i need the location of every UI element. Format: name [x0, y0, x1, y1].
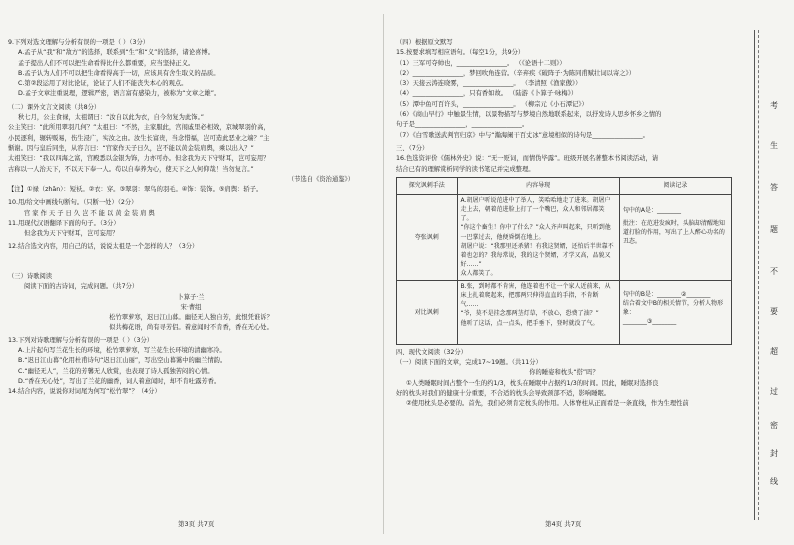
question-16-cont: 结合已有的理解赏析同学的读书笔记并完成整理。 [396, 165, 535, 173]
question-11: 11.用现代汉语翻译下面的句子。（3分） [8, 220, 120, 228]
annotation-note: 【注】①禄（zhān）：短袄。②衣：穿。③翠羽：翠鸟的羽毛。④饰：装饰。⑤肩舆：轿子。 [8, 186, 263, 194]
table-header-row [397, 177, 732, 194]
note-blank: 句中的B是：________②________ [622, 290, 711, 298]
content-paragraph: “你这个畜生！你中了什么？”众人齐声叫起来，只听到他一巴掌过去，他便昏倒在地上。 [460, 224, 611, 241]
margin-char: 超 [770, 347, 778, 356]
fill-item: （3）天接云涛连晓雾，________________。 （李清照《渔家傲》） [396, 80, 582, 88]
margin-char: 要 [770, 307, 778, 316]
question-13: 13.下列对诗歌理解与分析有误的一项是（ ）（3分） [8, 336, 154, 344]
notes-cell [619, 280, 731, 344]
content-cell [457, 280, 619, 344]
table-header: 内容导现 [457, 177, 619, 194]
fill-item: （6）《商山早行》中触景生情，以景物描写与梦境自然地联系起来，以抒发诗人思乡怀乡之情的 [396, 111, 662, 119]
section-heading: 三、（7分） [396, 144, 429, 152]
q9-option-a-cont: 孟子提出人们不可以把生命看得比什么都重要，应当坚持正义。 [18, 59, 195, 67]
margin-char: 封 [770, 449, 778, 458]
question-9: 9.下列对选文理解与分析有误的一项是（ ）（3分） [8, 39, 150, 46]
page-footer-right: 第4页 共7页 [545, 520, 582, 528]
question-15: 15.按要求填写相应语句。（每空1分，共9分） [396, 49, 525, 57]
q9-option-d: D.孟子文章注重说理，逻辑严密，语言富有感染力，被称为“文章之雄”。 [18, 90, 221, 98]
fill-item: （7）《白雪歌送武判官归京》中与“瀚海阑干百丈冰”意境相似的诗句是________________。 [396, 131, 649, 139]
q9-option-c: C.第②段运用了对比论证，论证了人们不能丧失本心的观点。 [18, 80, 188, 88]
table-row [397, 194, 732, 280]
q11-sentence: 但念我为天下守财耳，岂可妄用？ [24, 230, 119, 238]
content-paragraph: 他听了这话，点一点头，把手垂下，登时就没了气。 [460, 319, 599, 327]
margin-char: 过 [770, 387, 778, 396]
passage-line: 公主笑曰：“此所用翠羽几何？”太祖曰：“不然，主家服此，宫闱戚里必相效，京城翠羽价高， [8, 124, 270, 132]
margin-char: 密 [770, 421, 778, 430]
margin-char: 生 [770, 141, 778, 150]
margin-char: 不 [770, 267, 778, 276]
article-paragraph: ②使用枕头是必要的。首先，我们必须肯定枕头的作用。人体脊柱从正面看是一条直线，作为生理性前 [406, 400, 689, 408]
page-footer-left: 第3页 共7页 [178, 520, 215, 528]
content-paragraph: 众人都笑了。 [460, 270, 497, 278]
q13-option-a: A.上片起句写兰花生长的环境，松竹翠萝寒，写兰花生长环境的清幽寒冷。 [18, 347, 226, 355]
note-blank: 句中的A是：________ [622, 206, 681, 214]
passage-source: （节选自《资治通鉴》） [287, 175, 354, 183]
article-paragraph: 好的枕头对我们的健康十分重要，不合适的枕头会导致颈部不适，影响睡眠。 [396, 389, 611, 397]
margin-dashed-rule [758, 30, 760, 520]
poem-title: 卜算子·兰 [177, 293, 205, 301]
content-paragraph: A.胡屠户听说范进中了举人，笑哈哈地走了进来。胡屠户走上去，朝着范进脸上打了一个嘴巴，众人和邻居都笑了。 [460, 196, 611, 223]
q9-option-b: B.孟子认为人们不可以把生命看得高于一切，应该具有舍生取义的品质。 [18, 69, 220, 77]
margin-char: 题 [770, 225, 778, 234]
section-heading: （二）课外文言文阅读（共8分） [8, 103, 101, 111]
article-title: 你的睡姿和枕头“搭”吗？ [529, 369, 599, 377]
q10-sentence: 官 家 作 天 子 日 久 岂 不 能 以 黄 金 装 肩 舆 [24, 209, 155, 217]
margin-char: 答 [770, 183, 778, 192]
fill-item: （5）潭中鱼可百许头，________________。 （柳宗元《小石潭记》） [396, 100, 588, 108]
fill-item: 句子是________________，________________。 [396, 121, 529, 129]
content-paragraph: “爷，莫不是挂念那两茎灯草，不放心，恐费了油？” [460, 310, 599, 318]
fill-item: （2）________________，梦回吹角连营。（辛弃疾《破阵子·为陈同甫赋壮词以寄之》） [396, 69, 635, 77]
question-16: 16.色选资评价《儒林外史》说：“无一贬词，而情伪毕露”。班级开展名著整本书阅读活动，请 [396, 155, 659, 163]
fill-item: （4）________________，只有香如故。 （陆游《卜算子·咏梅》） [396, 90, 578, 98]
content-cell [457, 194, 619, 280]
q13-option-b: B.“迟日江山暮”化用杜甫诗句“迟日江山丽”，写出空山暮霭中的幽兰情韵。 [18, 357, 227, 365]
content-paragraph: 胡屠户说：“我那里还杀猪！有我这贤婿，还怕后半世靠不着也怎的？我每常说，我的这个贤婿，才学又高，品貌又好……” [460, 242, 614, 269]
margin-char: 考 [770, 101, 778, 110]
poem-author: 宋·曹组 [180, 303, 202, 311]
q13-option-d: D.“香在无心处”，写出了兰花的幽香，词人着意闻时，却不肯吐露芳香。 [18, 377, 221, 385]
note-comment: 批注：在范进发疯时，头脑却清醒地知道打脸的作用，写出了上人醉心功名的丑态。 [622, 220, 725, 246]
margin-char: 线 [770, 477, 778, 486]
poem-line: 松竹翠萝寒，迟日江山暮。幽径无人独自芳，此恨凭谁诉？ [109, 314, 273, 322]
technique-cell: 对比讽刺 [397, 280, 458, 344]
section-heading: （四）根据原文默写 [396, 39, 453, 46]
question-14: 14.结合内容，说说你对词尾为何写“松竹翠”？（4分） [8, 388, 161, 396]
page-3 [8, 38, 374, 398]
margin-rule [754, 30, 755, 520]
poem-line: 似共梅花语，尚有寻芳侣。着意闻时不肯香，香在无心处。 [109, 324, 273, 332]
poem-intro: 阅读下面的古诗词，完成问题。（共7分） [24, 283, 139, 291]
fill-item: （1）三军可夺帅也，________________。 （《论语十二则》） [396, 59, 566, 67]
note-blank: ________③________ [622, 318, 677, 326]
passage-line: 古称以一人治天下，不以天下奉一人。苟以自奉养为心，使天下之人何仰哉！当勿复言。” [8, 165, 254, 173]
note-comment: 结合着文中B的相关情节，分析人物形象： [622, 299, 723, 317]
q9-option-a: A.孟子从“我”和“敌方”的选择，联系到“生”和“义”的选择，诸论喜博。 [18, 49, 215, 57]
passage-line: 惭谢。因与皇后同坐，从容言曰：“官家作天子日久，岂不能以黄金装肩舆，乘以出入？” [8, 144, 254, 152]
section-subheading: （一）阅读下面的文章，完成17~19题。（共11分） [396, 358, 542, 366]
passage-line: 秋七月，公主食禄，太祖谓曰：“汝自以此为衣，自今勿复为此饰。” [18, 114, 204, 122]
table-header: 探究讽刺手法 [397, 177, 458, 194]
passage-line: 太祖笑曰：“我以四海之富，宫殿悉以金银为饰，力亦可办。但念我为天下守财耳，岂可妄用？ [8, 155, 270, 163]
section-heading: 四、现代文阅读（32分） [396, 348, 467, 356]
section-heading: （三）诗歌阅读 [8, 272, 53, 280]
table-row [397, 280, 732, 344]
article-paragraph: ①人类睡眠时间占整个一生的约1/3，枕头在睡眠中占据约1/3的时间。因此，睡眠对选择良 [406, 379, 659, 387]
binding-margin [744, 0, 794, 545]
question-10: 10.用/给文中画线句断句。（只断一处）（2分） [8, 199, 138, 207]
passage-line: 小民逐利，辗转贩易，伤生浸广，实汝之由。汝生长富贵，当念惜福，岂可造此恶业之端？”主 [8, 134, 270, 142]
notes-cell [619, 194, 731, 280]
question-12: 12.结合选文内容，用自己的话，说说太祖是一个怎样的人？（3分） [8, 242, 199, 250]
q13-option-c: C.“幽径无人”，兰花的芳馨无人欣赏，也表现了诗人孤独苦闷的心情。 [18, 367, 214, 375]
table-header: 阅读记录 [619, 177, 731, 194]
page-divider [383, 14, 384, 534]
answer-space [8, 252, 374, 272]
reading-notes-table [396, 177, 732, 345]
technique-cell: 夸张讽刺 [397, 194, 458, 280]
content-paragraph: B.张，到时都不肯害，他连着也不让一个家人近前来，从床上扎着爬起来，把那两只伸得直直的手指，不肯断气…… [460, 282, 611, 309]
page-4 [396, 38, 732, 409]
